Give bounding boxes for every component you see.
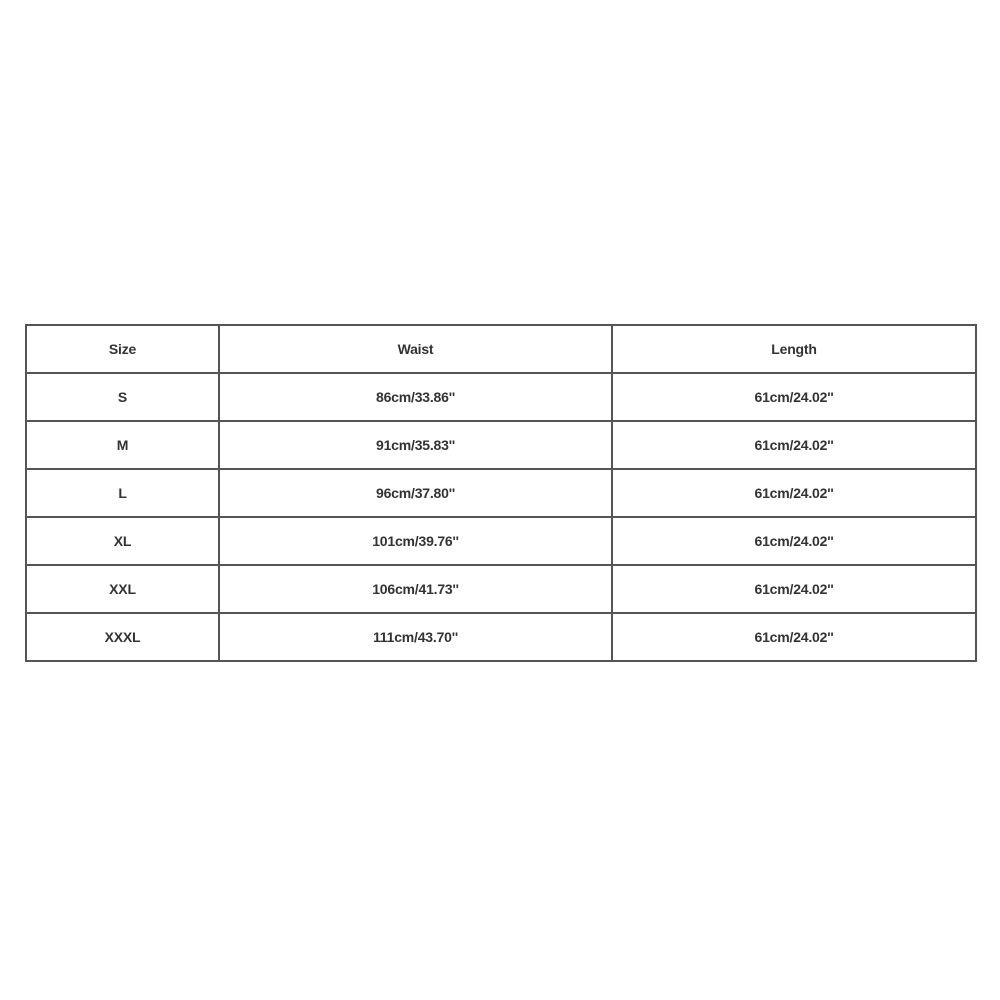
table-row [26,469,976,517]
cell-waist: 96cm/37.80'' [219,469,612,517]
table-header-row [26,325,976,373]
table-row [26,517,976,565]
cell-length: 61cm/24.02'' [612,373,976,421]
header-waist: Waist [219,325,612,373]
cell-length: 61cm/24.02'' [612,469,976,517]
cell-waist: 86cm/33.86'' [219,373,612,421]
cell-waist: 106cm/41.73'' [219,565,612,613]
cell-size: XL [26,517,219,565]
cell-size: S [26,373,219,421]
cell-length: 61cm/24.02'' [612,565,976,613]
cell-waist: 91cm/35.83'' [219,421,612,469]
cell-size: XXXL [26,613,219,661]
table-row [26,421,976,469]
table-row [26,613,976,661]
header-length: Length [612,325,976,373]
cell-size: M [26,421,219,469]
cell-length: 61cm/24.02'' [612,421,976,469]
table-row [26,565,976,613]
cell-size: XXL [26,565,219,613]
header-size: Size [26,325,219,373]
cell-length: 61cm/24.02'' [612,613,976,661]
cell-size: L [26,469,219,517]
table-row [26,373,976,421]
cell-length: 61cm/24.02'' [612,517,976,565]
cell-waist: 101cm/39.76'' [219,517,612,565]
size-chart-table [25,324,977,662]
cell-waist: 111cm/43.70'' [219,613,612,661]
